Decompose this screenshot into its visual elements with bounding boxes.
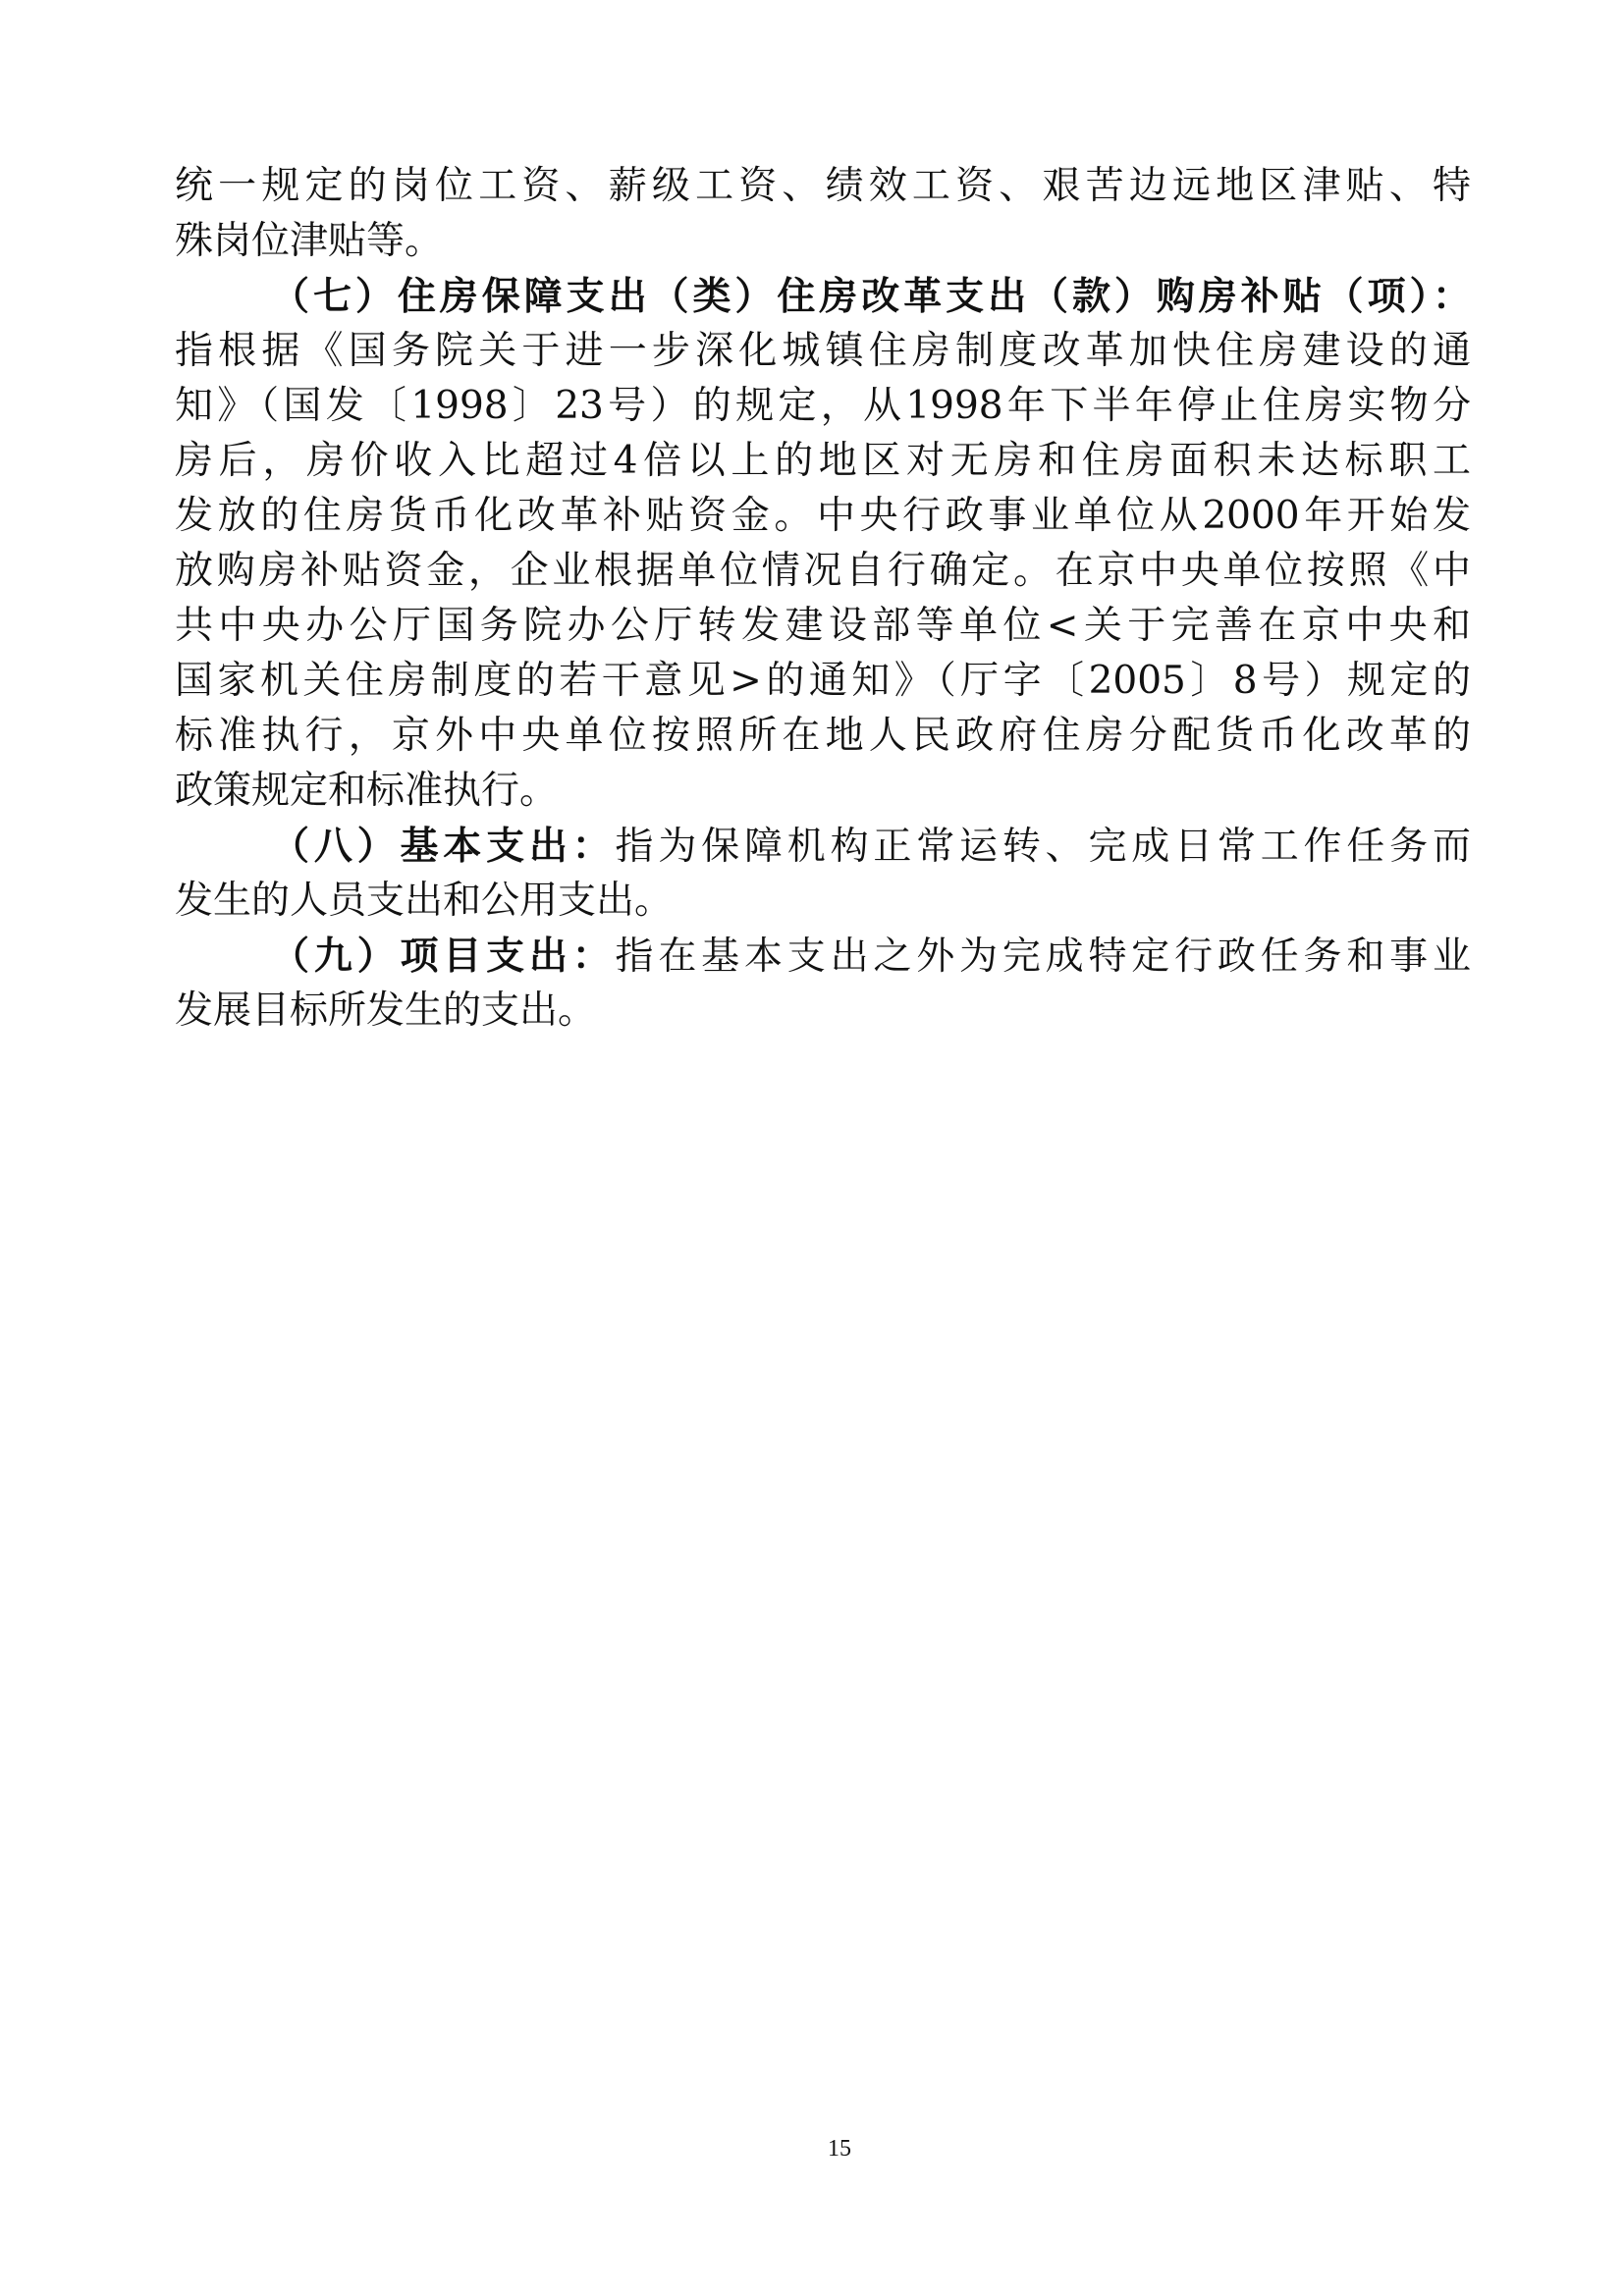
section-heading-9 (271, 932, 1471, 982)
body-text: 指在基本支出之外为完成特定行政任务和事业 (615, 934, 1471, 979)
body-line-9 (175, 602, 1471, 651)
body-text: 发展目标所发生的支出。 (175, 988, 597, 1033)
body-text: 国家机关住房制度的若干意见>的通知》（厅字〔2005〕8号）规定的 (175, 659, 1471, 703)
body-text: 发生的人员支出和公用支出。 (175, 879, 674, 923)
body-line-10 (175, 657, 1471, 706)
body-line-1 (175, 162, 1471, 211)
body-line-5 (175, 382, 1471, 431)
body-text: 发放的住房货币化改革补贴资金。中央行政事业单位从2000年开始发 (175, 494, 1471, 538)
body-text: 知》（国发〔1998〕23号）的规定，从1998年下半年停止住房实物分 (175, 384, 1471, 428)
body-text: 指根据《国务院关于进一步深化城镇住房制度改革加快住房建设的通 (175, 329, 1471, 373)
body-line-7 (175, 492, 1471, 541)
body-text: 放购房补贴资金，企业根据单位情况自行确定。在京中央单位按照《中 (175, 549, 1471, 593)
body-line-16 (175, 987, 1471, 1036)
section-heading-text: （八）基本支出： (271, 824, 616, 869)
body-line-12 (175, 767, 1471, 816)
body-text: 殊岗位津贴等。 (175, 219, 444, 263)
body-text: 房后，房价收入比超过4倍以上的地区对无房和住房面积未达标职工 (175, 439, 1471, 483)
body-line-2 (175, 217, 1471, 266)
body-line-8 (175, 547, 1471, 596)
section-heading-8 (271, 822, 1471, 872)
section-heading-text: （九）项目支出： (271, 934, 616, 979)
body-text: 政策规定和标准执行。 (175, 769, 559, 813)
body-line-6 (175, 437, 1471, 486)
body-line-14 (175, 877, 1471, 926)
page-number: 15 (828, 2136, 851, 2162)
body-text: 标准执行，京外中央单位按照所在地人民政府住房分配货币化改革的 (175, 714, 1471, 758)
body-line-4 (175, 327, 1471, 376)
body-text: 指为保障机构正常运转、完成日常工作任务而 (615, 825, 1471, 869)
section-heading-text: （七）住房保障支出（类）住房改革支出（款）购房补贴（项）： (271, 274, 1471, 319)
body-line-11 (175, 712, 1471, 761)
section-heading-7 (271, 272, 1471, 322)
body-text: 共中央办公厅国务院办公厅转发建设部等单位<关于完善在京中央和 (175, 604, 1471, 648)
body-text: 统一规定的岗位工资、薪级工资、绩效工资、艰苦边远地区津贴、特 (175, 164, 1471, 208)
